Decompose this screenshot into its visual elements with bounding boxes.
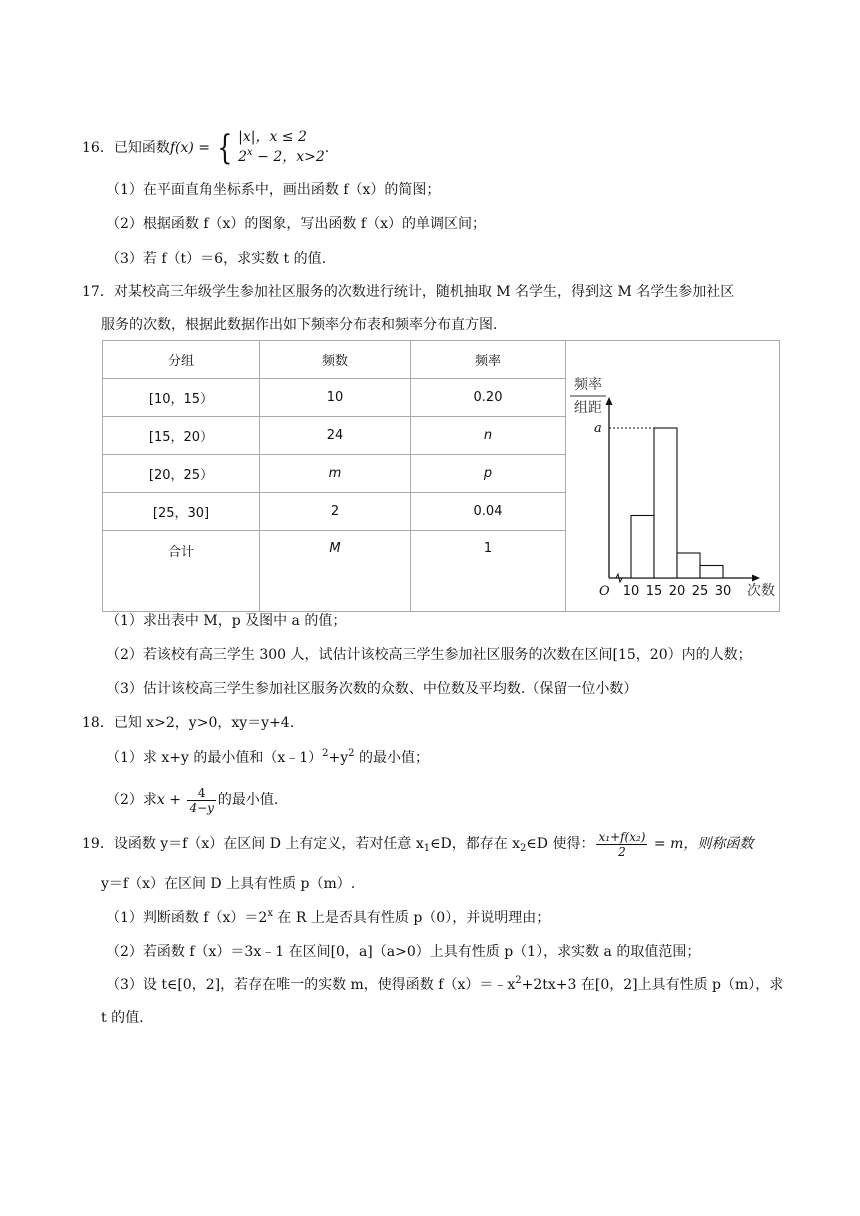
- q19-fraction: [596, 830, 647, 859]
- table-cell: 1: [411, 531, 566, 612]
- q17-part1: （1）求出表中 M，p 及图中 a 的值；: [106, 613, 347, 629]
- y-label-bottom: 组距: [574, 400, 602, 416]
- q18-p2-b: 的最小值.: [217, 792, 279, 808]
- q16-case1: |x|，x ≤ 2: [238, 129, 307, 145]
- y-axis-arrow: [606, 397, 613, 405]
- histogram-bar: [677, 553, 700, 578]
- q18-p1-exp1: 2: [322, 748, 329, 759]
- histogram-bar: [631, 516, 654, 579]
- q16-part2: （2）根据函数 f（x）的图象，写出函数 f（x）的单调区间；: [106, 216, 486, 232]
- table-cell: m: [260, 455, 411, 493]
- q19-stem-line2: y＝f（x）在区间 D 上具有性质 p（m）.: [101, 876, 356, 892]
- table-cell: M: [260, 531, 411, 612]
- q18-p1-exp2: 2: [348, 748, 355, 759]
- q19-stem-d: = m，则称函数: [649, 836, 754, 852]
- q18-stem-text: 已知 x>2，y>0，xy＝y+4.: [113, 715, 295, 731]
- q19-stem-line1: [82, 826, 753, 864]
- q16-case2-rest: − 2，x>2: [252, 149, 325, 165]
- q19-p1-b: 在 R 上是否具有性质 p（0），并说明理由；: [272, 910, 551, 926]
- q18-p2-a: （2）求: [106, 792, 157, 808]
- histogram-bar: [700, 566, 723, 579]
- table-cell: 0.04: [411, 493, 566, 531]
- q19-stem-c: ∈D 使得：: [526, 836, 595, 852]
- table-cell: 2: [260, 493, 411, 531]
- q19-p1-a: （1）判断函数 f（x）＝2: [106, 910, 268, 926]
- table-cell: [15，20）: [103, 417, 260, 455]
- q18-p2-x: x +: [156, 792, 186, 808]
- y-label-top: 频率: [574, 377, 602, 393]
- x-tick-label: 10: [622, 584, 640, 599]
- table-header-count: 频数: [260, 341, 411, 379]
- q17-part3: （3）估计该校高三学生参加社区服务次数的众数、中位数及平均数.（保留一位小数）: [106, 681, 638, 697]
- table-cell: 合计: [103, 531, 260, 612]
- q16-stem-text: 已知函数: [113, 140, 170, 156]
- q16-case2-base: 2: [238, 149, 248, 165]
- table-cell: 10: [260, 379, 411, 417]
- q19-part3-line2: t 的值.: [101, 1010, 144, 1026]
- q18-frac-den: 4−y: [189, 800, 214, 815]
- q18-part2: [106, 782, 278, 818]
- table-cell: n: [411, 417, 566, 455]
- q18-p1-c: 的最小值；: [354, 750, 429, 766]
- q19-frac-den: 2: [618, 844, 626, 859]
- table-cell: p: [411, 455, 566, 493]
- q19-stem-b: ∈D，都存在 x: [430, 836, 521, 852]
- table-cell: 24: [260, 417, 411, 455]
- q17-stem-text: 对某校高三年级学生参加社区服务的次数进行统计，随机抽取 M 名学生，得到这 M 名学生参加社区: [113, 284, 735, 300]
- q18-fraction: [187, 786, 215, 815]
- table-header-group: 分组: [103, 341, 260, 379]
- q16-case2-exp: x: [247, 147, 253, 158]
- q18-p1-b: +y: [328, 750, 349, 766]
- frequency-histogram: [566, 341, 779, 603]
- q19-p3-a: （3）设 t∈[0，2]，若存在唯一的实数 m，使得函数 f（x）＝﹣x: [106, 977, 516, 993]
- x-tick-label: 25: [691, 584, 709, 599]
- q16-cases: [238, 127, 325, 169]
- q19-sub1: 1: [423, 843, 431, 854]
- q16-eq: =: [193, 140, 215, 156]
- q18-frac-num: 4: [187, 786, 215, 801]
- q19-p3-exp: 2: [515, 975, 522, 986]
- q18-part1: [106, 748, 429, 770]
- x-axis-arrow: [752, 575, 760, 582]
- q16-end: .: [324, 140, 330, 156]
- q18-stem: [82, 713, 294, 733]
- q17-number: 17．: [82, 284, 114, 300]
- q19-part3: [106, 975, 783, 997]
- table-cell: [20，25）: [103, 455, 260, 493]
- origin-label: O: [599, 584, 610, 599]
- q17-stem-line1: [82, 282, 734, 302]
- table-header-frequency: 频率: [411, 341, 566, 379]
- q16-brace: {: [217, 128, 233, 168]
- q16-stem: [82, 127, 329, 169]
- q17-stem-line2: 服务的次数，根据此数据作出如下频率分布表和频率分布直方图.: [101, 317, 498, 333]
- q19-sub2: 2: [520, 843, 527, 854]
- x-tick-label: 20: [668, 584, 686, 599]
- histogram-bar: [654, 428, 677, 578]
- frequency-table: [102, 340, 780, 612]
- q19-p3-b: +2tx+3 在[0，2]上具有性质 p（m），求: [521, 977, 784, 993]
- q16-part1: （1）在平面直角坐标系中，画出函数 f（x）的简图；: [106, 182, 441, 198]
- table-cell: [25，30]: [103, 493, 260, 531]
- q16-part3: （3）若 f（t）＝6，求实数 t 的值.: [106, 251, 327, 267]
- x-tick-label: 15: [645, 584, 663, 599]
- q19-number: 19．: [82, 836, 114, 852]
- q19-frac-num: x₁+f(x₂): [598, 829, 646, 844]
- table-cell: 0.20: [411, 379, 566, 417]
- histogram-cell: [566, 341, 780, 612]
- q19-stem-a: 设函数 y＝f（x）在区间 D 上有定义，若对任意 x: [113, 836, 424, 852]
- q19-part1: [106, 908, 550, 930]
- q19-p1-exp: x: [267, 908, 273, 919]
- q18-number: 18．: [82, 715, 114, 731]
- a-label: a: [594, 421, 602, 436]
- x-axis-label: 次数: [747, 583, 775, 599]
- q16-fx: f(x): [169, 140, 194, 156]
- q17-part2: （2）若该校有高三学生 300 人，试估计该校高三学生参加社区服务的次数在区间[15，20）内的人数；: [106, 647, 752, 663]
- q18-p1-a: （1）求 x+y 的最小值和（x﹣1）: [106, 750, 323, 766]
- q19-part2: （2）若函数 f（x）＝3x﹣1 在区间[0，a]（a>0）上具有性质 p（1），求实数 a 的取值范围；: [106, 944, 701, 960]
- q16-case2: [238, 147, 325, 169]
- table-cell: [10，15）: [103, 379, 260, 417]
- x-tick-label: 30: [714, 584, 732, 599]
- q16-number: 16．: [82, 140, 114, 156]
